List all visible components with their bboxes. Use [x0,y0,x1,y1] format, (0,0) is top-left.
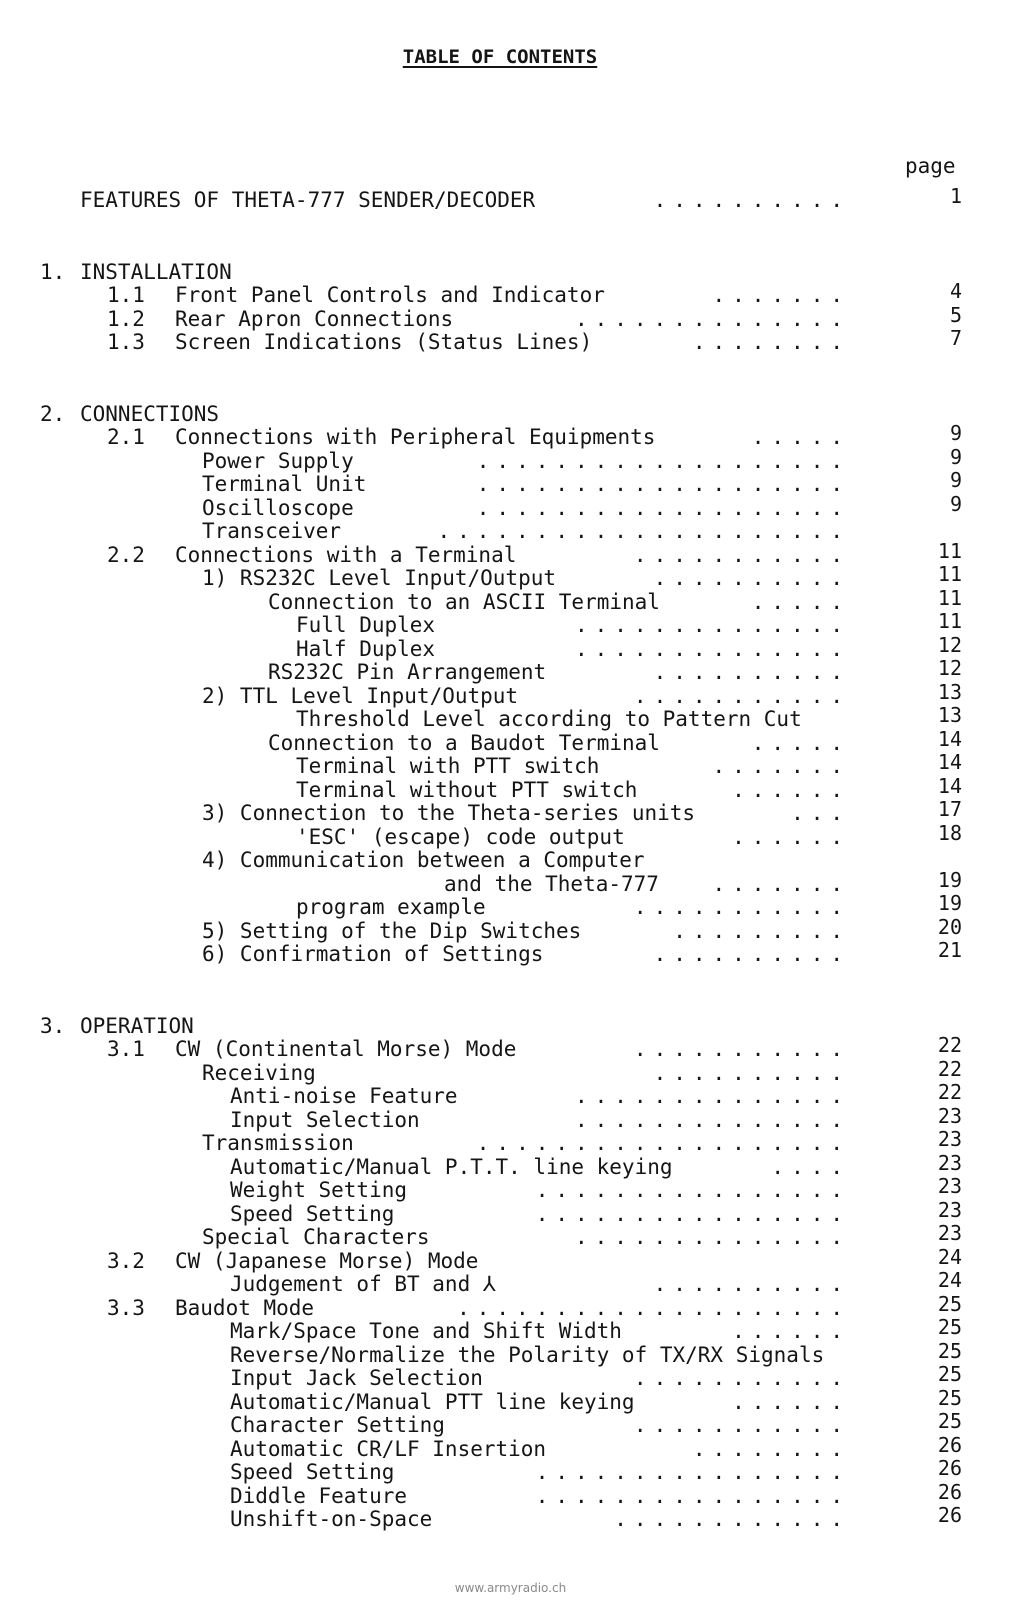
toc-entry-title: CW (Japanese Morse) Mode [175,1248,479,1273]
toc-leader-dots: .......... [653,1272,850,1296]
toc-page-number: 23 [937,1221,962,1245]
toc-entry-title: Speed Setting [230,1201,395,1226]
toc-page-number: 24 [937,1268,962,1292]
toc-entry-title: CW (Continental Morse) Mode [175,1037,517,1061]
toc-page-number: 19 [937,867,962,892]
toc-page-number: 11 [937,538,962,563]
toc-page-number: 9 [949,421,962,445]
toc-entry-title: Speed Setting [230,1460,395,1484]
toc-entry-title: program example [296,895,486,919]
toc-page-number: 25 [937,1385,962,1410]
toc-entry [0,750,1000,778]
toc-leader-dots: ................... [476,472,850,496]
toc-entry [0,519,1000,543]
toc-entry-title: 2) TTL Level Input/Output [202,683,519,708]
toc-page-number: 23 [937,1174,962,1198]
toc-entry-title: Connection to an ASCII Terminal [268,589,660,614]
toc-entry-title: Connection to a Baudot Terminal [268,730,660,755]
toc-entry [0,302,1000,331]
toc-leader-dots: ...... [732,777,850,802]
toc-entry [0,1338,1000,1367]
toc-entry [0,679,1000,708]
toc-entry [0,468,1000,496]
toc-leader-dots: .................... [457,1295,850,1320]
toc-entry [0,632,1000,661]
toc-leader-dots: ....... [712,283,850,307]
toc-page-number: 20 [937,914,962,939]
toc-entry-title: Weight Setting [230,1178,408,1202]
toc-entry-title: Transmission [202,1131,354,1155]
toc-page-number: 12 [937,656,962,680]
toc-leader-dots: ................... [476,448,850,473]
toc-entry-title: Terminal with PTT switch [296,754,600,778]
toc-page-number: 12 [937,632,962,657]
toc-page-number: 19 [937,891,962,915]
toc-leader-dots: .......... [653,566,850,590]
toc-leader-dots: ........... [633,683,850,708]
toc-leader-dots: .......... [653,660,850,684]
toc-entry [0,1221,1000,1249]
toc-leader-dots: ...... [732,824,850,849]
toc-entry [0,726,1000,755]
toc-entry-title: Receiving [202,1060,316,1085]
toc-page-number: 11 [937,609,962,633]
toc-entry-number: 1.2 [107,306,145,331]
toc-entry [0,1197,1000,1226]
toc-page-number: 11 [937,585,962,610]
toc-entry-title: Input Selection [230,1107,420,1132]
toc-page-number: 26 [937,1456,962,1480]
footer-watermark: www.armyradio.ch [454,1581,567,1595]
toc-page-number: 22 [937,1056,962,1081]
toc-entry-title: Oscilloscope [202,495,354,520]
toc-entry-title: Input Jack Selection [230,1366,483,1390]
toc-entry [0,184,1000,212]
toc-entry [0,820,1000,849]
toc-page-number: 22 [937,1080,962,1104]
toc-entry [0,1479,1000,1508]
toc-entry [0,703,1000,731]
toc-leader-dots: .............. [574,1084,850,1108]
toc-leader-dots: ....... [712,754,850,778]
toc-entry-title: Terminal without PTT switch [296,777,638,802]
toc-entry [0,1315,1000,1343]
toc-page-number: 18 [937,820,962,845]
toc-entry [0,1291,1000,1320]
toc-entry [0,585,1000,614]
toc-entry [0,1103,1000,1132]
toc-entry-title: Rear Apron Connections [175,306,454,331]
toc-leader-dots: .......... [653,942,850,966]
toc-entry [0,1244,1000,1273]
toc-page-number: 23 [937,1150,962,1175]
toc-entry [0,1150,1000,1179]
toc-entry [0,867,1000,896]
toc-entry-title: Screen Indications (Status Lines) [175,330,593,354]
toc-entry-title: Front Panel Controls and Indicator [175,283,605,307]
toc-page-number: 9 [949,444,962,469]
toc-entry-number: 3. [40,1013,66,1038]
toc-entry [0,797,1000,825]
toc-page-number: 23 [937,1103,962,1128]
toc-entry [0,656,1000,684]
toc-entry [0,1362,1000,1390]
toc-entry-number: 1.1 [107,283,145,307]
toc-entry [0,1409,1000,1437]
toc-entry-title: Judgement of BT and ⅄ [230,1272,496,1296]
toc-entry-number: 2.1 [107,425,145,449]
toc-leader-dots: ....... [712,871,850,896]
toc-leader-dots: ...... [732,1319,850,1343]
toc-page-number: 9 [949,491,962,516]
toc-page-number: 25 [937,1338,962,1363]
toc-entry-title: 3) Connection to the Theta-series units [202,801,696,825]
toc-leader-dots: ................... [476,495,850,520]
toc-entry [0,1056,1000,1085]
toc-entry [0,1033,1000,1061]
toc-leader-dots: .......... [653,188,850,212]
toc-entry-title: Full Duplex [296,613,436,637]
toc-page-number: 21 [937,938,962,962]
toc-entry [0,279,1000,307]
toc-entry-title: OPERATION [80,1013,194,1038]
toc-page-number: 14 [937,773,962,798]
toc-entry [0,1385,1000,1414]
toc-entry-title: FEATURES OF THETA-777 SENDER/DECODER [80,188,536,212]
toc-entry-title: Anti-noise Feature [230,1084,458,1108]
toc-page-number: 23 [937,1127,962,1151]
toc-leader-dots: ..... [751,425,850,449]
toc-entry-title: 5) Setting of the Dip Switches [202,918,582,943]
toc-leader-dots: ... [791,801,850,825]
toc-leader-dots: ........ [692,1436,850,1461]
toc-page-number: 13 [937,679,962,704]
toc-page-number: 26 [937,1432,962,1457]
toc-entry-title: 'ESC' (escape) code output [296,824,625,849]
toc-entry [0,1080,1000,1108]
toc-entry-title: Power Supply [202,448,354,473]
toc-entry-title: Terminal Unit [202,472,367,496]
toc-page-number: 25 [937,1291,962,1316]
toc-page-number: 5 [949,302,962,327]
toc-page-number: 25 [937,1409,962,1433]
toc-entry [0,1014,1000,1038]
toc-entry-title: Connections with Peripheral Equipments [175,425,656,449]
toc-leader-dots: .............. [574,1225,850,1249]
toc-page-number: 23 [937,1197,962,1222]
toc-entry-title: Character Setting [230,1413,445,1437]
toc-leader-dots: ........... [633,895,850,919]
toc-entry [0,848,1000,872]
toc-page-number: 26 [937,1503,962,1527]
toc-entry-title: and the Theta-777 [444,871,659,896]
toc-leader-dots: ................ [535,1178,850,1202]
toc-page-number: 14 [937,726,962,751]
toc-entry-title: INSTALLATION [80,259,232,284]
toc-entry-title: Mark/Space Tone and Shift Width [230,1319,622,1343]
toc-entry [0,1432,1000,1461]
toc-entry [0,444,1000,473]
toc-entry [0,891,1000,919]
toc-entry-title: Reverse/Normalize the Polarity of TX/RX Signals [230,1342,825,1367]
toc-entry-title: Special Characters [202,1225,430,1249]
toc-entry-number: 3.2 [107,1248,145,1273]
toc-leader-dots: .............. [574,306,850,331]
toc-page-number: 17 [937,797,962,821]
toc-entry-title: RS232C Pin Arrangement [268,660,547,684]
toc-leader-dots: ..................... [437,519,850,543]
toc-leader-dots: .............. [574,613,850,637]
toc-page-number: 24 [937,1244,962,1269]
toc-leader-dots: ...... [732,1389,850,1414]
toc-entry-title: Transceiver [202,519,342,543]
toc-page-number: 9 [949,468,962,492]
toc-leader-dots: ........... [633,1037,850,1061]
toc-page-number: 14 [937,750,962,774]
toc-leader-dots: .... [771,1154,850,1179]
toc-leader-dots: ................... [476,1131,850,1155]
toc-entry-number: 2. [40,401,66,426]
toc-page-number: 4 [949,279,962,303]
toc-page-number: 11 [937,562,962,586]
toc-entry-number: 2.2 [107,542,145,567]
toc-page-number: 1 [949,184,962,208]
toc-entry-title: 1) RS232C Level Input/Output [202,566,557,590]
toc-page-number: 25 [937,1315,962,1339]
toc-entry [0,914,1000,943]
toc-entry [0,326,1000,354]
toc-leader-dots: .............. [574,1107,850,1132]
toc-entry [0,938,1000,966]
toc-entry-title: CONNECTIONS [80,401,220,426]
toc-leader-dots: ................ [535,1201,850,1226]
toc-page-number: 13 [937,703,962,727]
toc-entry-title: Automatic/Manual PTT line keying [230,1389,635,1414]
toc-entry [0,491,1000,520]
toc-entry-number: 1. [40,259,66,284]
toc-entry [0,421,1000,449]
toc-entry-title: Diddle Feature [230,1483,408,1508]
toc-leader-dots: ........... [633,1413,850,1437]
toc-entry [0,1268,1000,1296]
document-title: TABLE OF CONTENTS [402,46,598,68]
toc-page-number: 25 [937,1362,962,1386]
toc-entry-number: 3.1 [107,1037,145,1061]
toc-entry [0,260,1000,284]
toc-entry [0,1503,1000,1531]
toc-page-number: 7 [949,326,962,350]
toc-entry [0,1456,1000,1484]
toc-leader-dots: ........... [633,1366,850,1390]
toc-leader-dots: ..... [751,730,850,755]
toc-entry [0,1127,1000,1155]
toc-leader-dots: .............. [574,636,850,661]
page-column-header: page [905,154,956,178]
toc-entry-title: 4) Communication between a Computer [202,848,645,872]
toc-entry [0,1174,1000,1202]
toc-entry [0,609,1000,637]
toc-entry [0,773,1000,802]
toc-entry-title: Unshift-on-Space [230,1507,433,1531]
toc-entry [0,402,1000,426]
toc-leader-dots: ..... [751,589,850,614]
toc-leader-dots: .......... [653,1060,850,1085]
toc-entry-number: 1.3 [107,330,145,354]
toc-leader-dots: ................ [535,1460,850,1484]
toc-entry [0,538,1000,567]
toc-leader-dots: ................ [535,1483,850,1508]
toc-entry [0,562,1000,590]
toc-leader-dots: ........ [692,330,850,354]
toc-entry-title: Half Duplex [296,636,436,661]
toc-page-number: 22 [937,1033,962,1057]
toc-entry-title: Baudot Mode [175,1295,315,1320]
toc-entry-title: Connections with a Terminal [175,542,517,567]
toc-entry-title: Threshold Level according to Pattern Cut [296,707,802,731]
toc-entry-number: 3.3 [107,1295,145,1320]
toc-entry-title: Automatic/Manual P.T.T. line keying [230,1154,673,1179]
toc-entry-title: Automatic CR/LF Insertion [230,1436,547,1461]
toc-leader-dots: ........... [633,542,850,567]
toc-leader-dots: ......... [673,918,850,943]
toc-leader-dots: ............ [614,1507,850,1531]
toc-entry-title: 6) Confirmation of Settings [202,942,544,966]
toc-page-number: 26 [937,1479,962,1504]
